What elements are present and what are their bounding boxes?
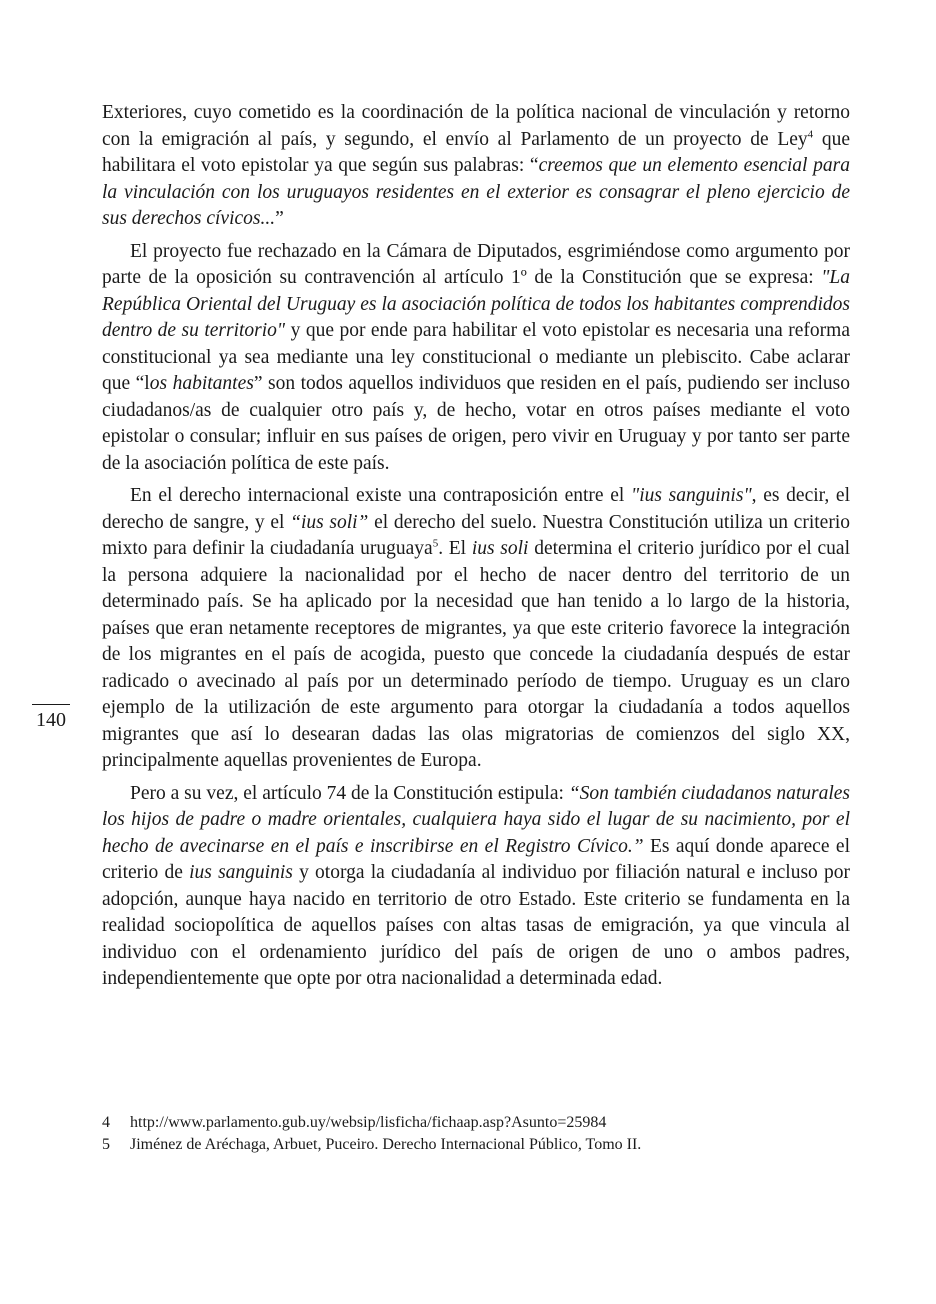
footnote-number: 5 [102,1136,110,1153]
text-run: , es decir, el derecho de sangre, y el [102,485,850,533]
footnote-5 [102,1134,862,1156]
italic-run: "ius sanguinis" [631,485,752,506]
text-run: El proyecto fue rechazado en la Cámara de Diputados, esgrimiéndose como argumento por parte de la oposición su contravención al artículo 1º de la Constitución que se expresa: [102,240,850,288]
footnote-ref: 4 [807,128,814,140]
text-run: y otorga la ciudadanía al individuo por filiación natural e incluso por adopción, aunque haya nacido en territorio de otro Estado. Este criterio se fundamenta en la realidad sociopolítica de aquellos países con altas tasas de emigración, ya que vincula al individuo con el ordenamiento jurídico del país de origen de uno o ambos padres, independientemente que opte por otra nacionalidad a determinada edad. [102,862,850,989]
text-run: determina el criterio jurídico por el cual la persona adquiere la nacionalidad por el hecho de nacer dentro del territorio de un determinado país. Se ha aplicado por la necesidad que han tenido a lo largo de la historia, países que eran netamente receptores de migrantes, ya que este criterio favorece la integración de los migrantes en el país de acogida, puesto que concede la ciudadanía después de estar radicado o avecinado al país por un determinado período de tiempo. Uruguay es un claro ejemplo de la utilización de este argumento para otorgar la ciudadanía a todos aquellos migrantes que así lo desearan dadas las olas migratorias de comienzos del siglo XX, principalmente aquellas provenientes de Europa. [102,538,851,771]
footnote-ref: 5 [432,537,439,550]
text-run: En el derecho internacional existe una contraposición entre el [130,485,632,506]
body-text [102,100,850,999]
text-run: Es aquí donde aparece el criterio de [102,835,850,883]
footnote-number: 4 [102,1114,110,1131]
italic-run: “ius soli” [290,511,369,533]
footnote-text: Jiménez de Aréchaga, Arbuet, Puceiro. Derecho Internacional Público, Tomo II. [130,1136,642,1153]
footnotes [102,1112,862,1156]
text-run: ” [275,208,284,229]
italic-run: “Son también ciudadanos naturales los hijos de padre o madre orientales, cualquiera haya sido el lugar de su nacimiento, por el hecho de avecinarse en el país e inscribirse en el Registro Cívico.” [102,782,850,857]
paragraph-2 [102,239,850,478]
paragraph-1 [102,100,850,233]
paragraph-3 [102,483,850,775]
text-run: y que por ende para habilitar el voto epistolar es necesaria una reforma constitucional ya sea mediante una ley constitucional o mediante un plebiscito. Cabe aclarar que “l [102,320,850,394]
italic-run: creemos que un elemento esencial para la vinculación con los uruguayos residentes en el exterior es consagrar el pleno ejercicio de sus derechos cívicos... [102,155,850,229]
text-run: ” son todos aquellos individuos que residen en el país, pudiendo ser incluso ciudadanos/as de cualquier otro país y, de hecho, votar en otros países mediante el voto epistolar o consular; influir en sus países de origen, pero vivir en Uruguay y por tanto ser parte de la asociación política de este país. [102,373,850,474]
italic-run: os habitantes [149,373,254,394]
text-run: el derecho del suelo. Nuestra Constitución utiliza un criterio mixto para definir la ciudadanía uruguaya [102,511,850,559]
italic-run: "La República Oriental del Uruguay es la asociación política de todos los habitantes comprendidos dentro de su territorio" [102,267,850,341]
text-run: Pero a su vez, el artículo 74 de la Constitución estipula: [130,782,569,804]
italic-run: ius sanguinis [189,862,293,883]
text-run: . El [438,538,472,559]
text-run: que habilitara el voto epistolar ya que según sus palabras: “ [102,128,851,176]
page-number: 140 [32,704,70,731]
italic-run: ius soli [471,538,529,559]
paragraph-4 [102,781,850,993]
footnote-4 [102,1112,862,1134]
text-run: Exteriores, cuyo cometido es la coordinación de la política nacional de vinculación y retorno con la emigración al país, y segundo, el envío al Parlamento de un proyecto de Ley [102,102,850,150]
footnote-text: http://www.parlamento.gub.uy/websip/lisficha/fichaap.asp?Asunto=25984 [130,1114,607,1131]
